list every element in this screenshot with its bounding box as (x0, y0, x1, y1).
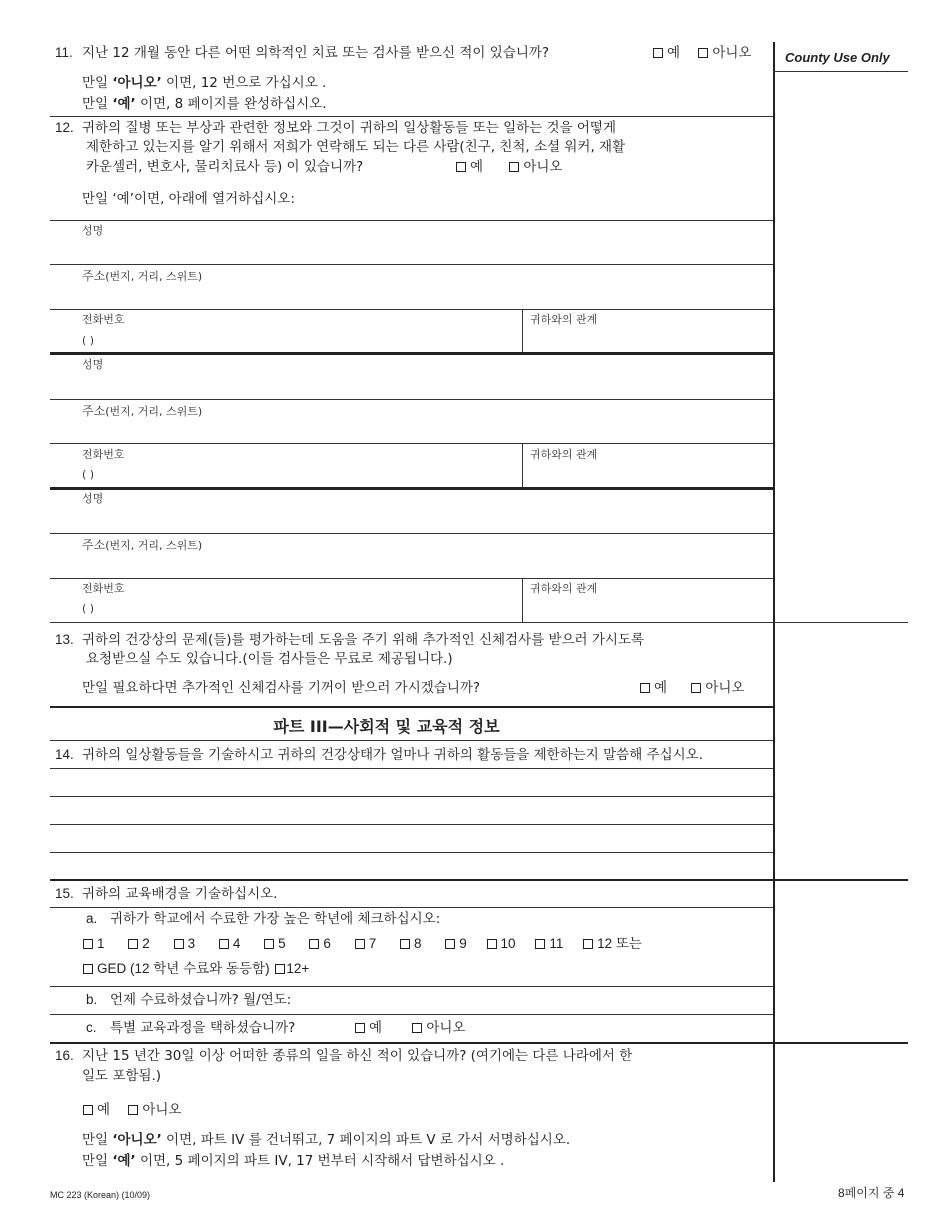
q16-no-label: 아니오 (142, 1102, 182, 1118)
q15c-yes-checkbox[interactable] (355, 1019, 382, 1037)
q11-yes-label: 예 (667, 45, 681, 61)
grade-11-checkbox[interactable]: 11 (535, 935, 563, 953)
q14-text: 귀하의 일상활동들을 기술하시고 귀하의 건강상태가 얼마나 귀하의 활동들을 제한하는지 말씀해 주십시오. (82, 747, 704, 763)
q15b-text: 언제 수료하셨습니까? 월/연도: (110, 992, 292, 1008)
grade-2-checkbox[interactable]: 2 (128, 935, 150, 953)
grade-5-checkbox[interactable]: 5 (264, 935, 286, 953)
q13-text-line1: 귀하의 건강상의 문제(들)를 평가하는데 도움을 주기 위해 추가적인 신체검사를 받으러 가시도록 (82, 632, 645, 648)
q15-text: 귀하의 교육배경을 기술하십시오. (82, 886, 278, 902)
grade-7-checkbox[interactable]: 7 (355, 935, 377, 953)
q11-text: 지난 12 개월 동안 다른 어떤 의학적인 치료 또는 검사를 받으신 적이 있습니까? (82, 45, 550, 61)
q12-instruction: 만일 ‘예’이면, 아래에 열거하십시오: (82, 191, 295, 207)
q16-instruction-no: 만일 ‘아니오’ 이면, 파트 IV 를 건너뛰고, 7 페이지의 파트 V 로 가서 서명하십시오. (82, 1132, 571, 1148)
q15c-text: 특별 교육과정을 택하셨습니까? (110, 1020, 296, 1036)
contact2-name-label: 성명 (82, 358, 104, 371)
q14-number: 14. (55, 747, 74, 762)
part3-bottom-rule (50, 740, 773, 741)
contact2-phone-field[interactable] (50, 444, 522, 487)
q11-yes-checkbox[interactable] (653, 44, 680, 62)
contact3-relation-field[interactable] (523, 579, 773, 622)
q11-no-checkbox[interactable] (698, 44, 751, 62)
grade-4-checkbox[interactable]: 4 (219, 935, 241, 953)
q16-yes-checkbox[interactable] (83, 1101, 110, 1119)
q16-text-line2: 일도 포함됨.) (82, 1068, 162, 1084)
contact3-phone-field[interactable] (50, 579, 522, 622)
q15c-no-checkbox[interactable] (412, 1019, 465, 1037)
q13-yes-checkbox[interactable] (640, 679, 667, 697)
form-id: MC 223 (Korean) (10/09) (50, 1190, 151, 1200)
q11-options (653, 44, 765, 63)
q13-text-line2: 요청받으실 수도 있습니다.(이들 검사들은 무료로 제공됩니다.) (86, 651, 453, 667)
q15c-options (355, 1019, 479, 1038)
contact3-relation-label: 귀하와의 관계 (530, 582, 598, 595)
q12-yes-checkbox[interactable] (456, 158, 483, 176)
page-number: 8페이지 중 4 (838, 1186, 905, 1200)
q13-no-checkbox[interactable] (691, 679, 744, 697)
contact1-name-label: 성명 (82, 224, 104, 237)
grade-12plus-checkbox[interactable]: 12+ (275, 960, 309, 978)
contact2-relation-field[interactable] (523, 444, 773, 487)
contact3-address-field[interactable] (50, 534, 773, 577)
q15a-grades (83, 935, 656, 954)
q13-options (640, 679, 758, 698)
part3-title: 파트 III—사회적 및 교육적 정보 (273, 717, 500, 736)
q15a-text: 귀하가 학교에서 수료한 가장 높은 학년에 체크하십시오: (110, 911, 441, 927)
grade-8-checkbox[interactable]: 8 (400, 935, 422, 953)
contact1-address-label: 주소(번지, 거리, 스위트) (82, 269, 203, 283)
county-header-rule (773, 71, 908, 72)
q12-no-label: 아니오 (523, 159, 563, 175)
contact2-address-field[interactable] (50, 400, 773, 443)
contact1-address-field[interactable] (50, 265, 773, 308)
part3-top-rule (50, 706, 773, 708)
contact1-phone-field[interactable] (50, 310, 522, 353)
q16-number: 16. (55, 1048, 74, 1063)
contact1-name-field[interactable] (50, 221, 773, 264)
q16-no-checkbox[interactable] (128, 1101, 181, 1119)
q15c-yes-label: 예 (369, 1020, 383, 1036)
q11-instruction-no: 만일 ‘아니오’ 이면, 12 번으로 가십시오 . (82, 75, 327, 91)
q11-number: 11. (55, 45, 73, 60)
grade-1-checkbox[interactable]: 1 (83, 935, 105, 953)
q15c-rule (50, 1014, 773, 1015)
q15c-no-label: 아니오 (426, 1020, 466, 1036)
q15b-date-field[interactable] (330, 988, 770, 1014)
county-column-divider (773, 42, 775, 1182)
q12-number: 12. (55, 120, 74, 135)
q13-number: 13. (55, 632, 74, 647)
q12-text-line3: 카운셀러, 변호사, 물리치료사 등) 이 있습니까? (86, 159, 364, 175)
contact2-name-field[interactable] (50, 355, 773, 398)
q13-top-rule (50, 622, 908, 623)
contact1-phone-paren: ( ) (82, 334, 95, 347)
q15b-rule (50, 986, 773, 987)
q13-no-label: 아니오 (705, 680, 745, 696)
contact3-phone-paren: ( ) (82, 602, 95, 615)
q12-options (456, 158, 576, 177)
q12-yes-label: 예 (470, 159, 484, 175)
q12-text-line2: 제한하고 있는지를 알기 위해서 저희가 연락해도 되는 다른 사람(친구, 친척, 소셜 워커, 재활 (86, 139, 626, 155)
grade-10-checkbox[interactable]: 10 (487, 935, 516, 953)
q16-yes-label: 예 (97, 1102, 111, 1118)
q15-top-rule (50, 879, 908, 881)
q15b-label: b. (86, 992, 98, 1007)
q12-top-rule (50, 116, 773, 117)
grade-3-checkbox[interactable]: 3 (174, 935, 196, 953)
grade-12-checkbox[interactable]: 12 또는 (583, 935, 642, 953)
contact1-relation-field[interactable] (523, 310, 773, 353)
q13-text-line3: 만일 필요하다면 추가적인 신체검사를 기꺼이 받으러 가시겠습니까? (82, 680, 481, 696)
q15-number: 15. (55, 886, 74, 901)
grade-6-checkbox[interactable]: 6 (309, 935, 331, 953)
q14-answer-line3 (50, 824, 773, 825)
grade-9-checkbox[interactable]: 9 (445, 935, 467, 953)
contact1-phone-label: 전화번호 (82, 313, 125, 326)
contact3-name-field[interactable] (50, 490, 773, 533)
contact3-phone-label: 전화번호 (82, 582, 125, 595)
q12-no-checkbox[interactable] (509, 158, 562, 176)
contact2-address-label: 주소(번지, 거리, 스위트) (82, 404, 203, 418)
q14-answer-line2 (50, 796, 773, 797)
q11-no-label: 아니오 (712, 45, 752, 61)
q11-instruction-yes: 만일 ‘예’ 이면, 8 페이지를 완성하십시오. (82, 96, 327, 112)
contact2-phone-label: 전화번호 (82, 448, 125, 461)
q15c-label: c. (86, 1020, 97, 1035)
contact1-relation-label: 귀하와의 관계 (530, 313, 598, 326)
contact3-address-label: 주소(번지, 거리, 스위트) (82, 538, 203, 552)
contact2-relation-label: 귀하와의 관계 (530, 448, 598, 461)
q16-top-rule (50, 1042, 908, 1044)
county-use-only-label: County Use Only (785, 50, 890, 65)
q15a-ged-row (83, 960, 323, 979)
q16-instruction-yes: 만일 ‘예’ 이면, 5 페이지의 파트 IV, 17 번부터 시작해서 답변하십시오 . (82, 1153, 505, 1169)
contact2-phone-paren: ( ) (82, 468, 95, 481)
q13-yes-label: 예 (654, 680, 668, 696)
q16-options (83, 1101, 195, 1120)
q14-answer-line4 (50, 852, 773, 853)
ged-checkbox[interactable]: GED (12 학년 수료와 동등함) (83, 960, 270, 978)
q12-text-line1: 귀하의 질병 또는 부상과 관련한 정보와 그것이 귀하의 일상활동들 또는 일하는 것을 어떻게 (82, 120, 617, 136)
q15a-label: a. (86, 911, 98, 926)
q16-text-line1: 지난 15 년간 30일 이상 어떠한 종류의 일을 하신 적이 있습니까? (여기에는 다른 나라에서 한 (82, 1048, 633, 1064)
contact3-name-label: 성명 (82, 492, 104, 505)
q15a-rule (50, 907, 773, 908)
